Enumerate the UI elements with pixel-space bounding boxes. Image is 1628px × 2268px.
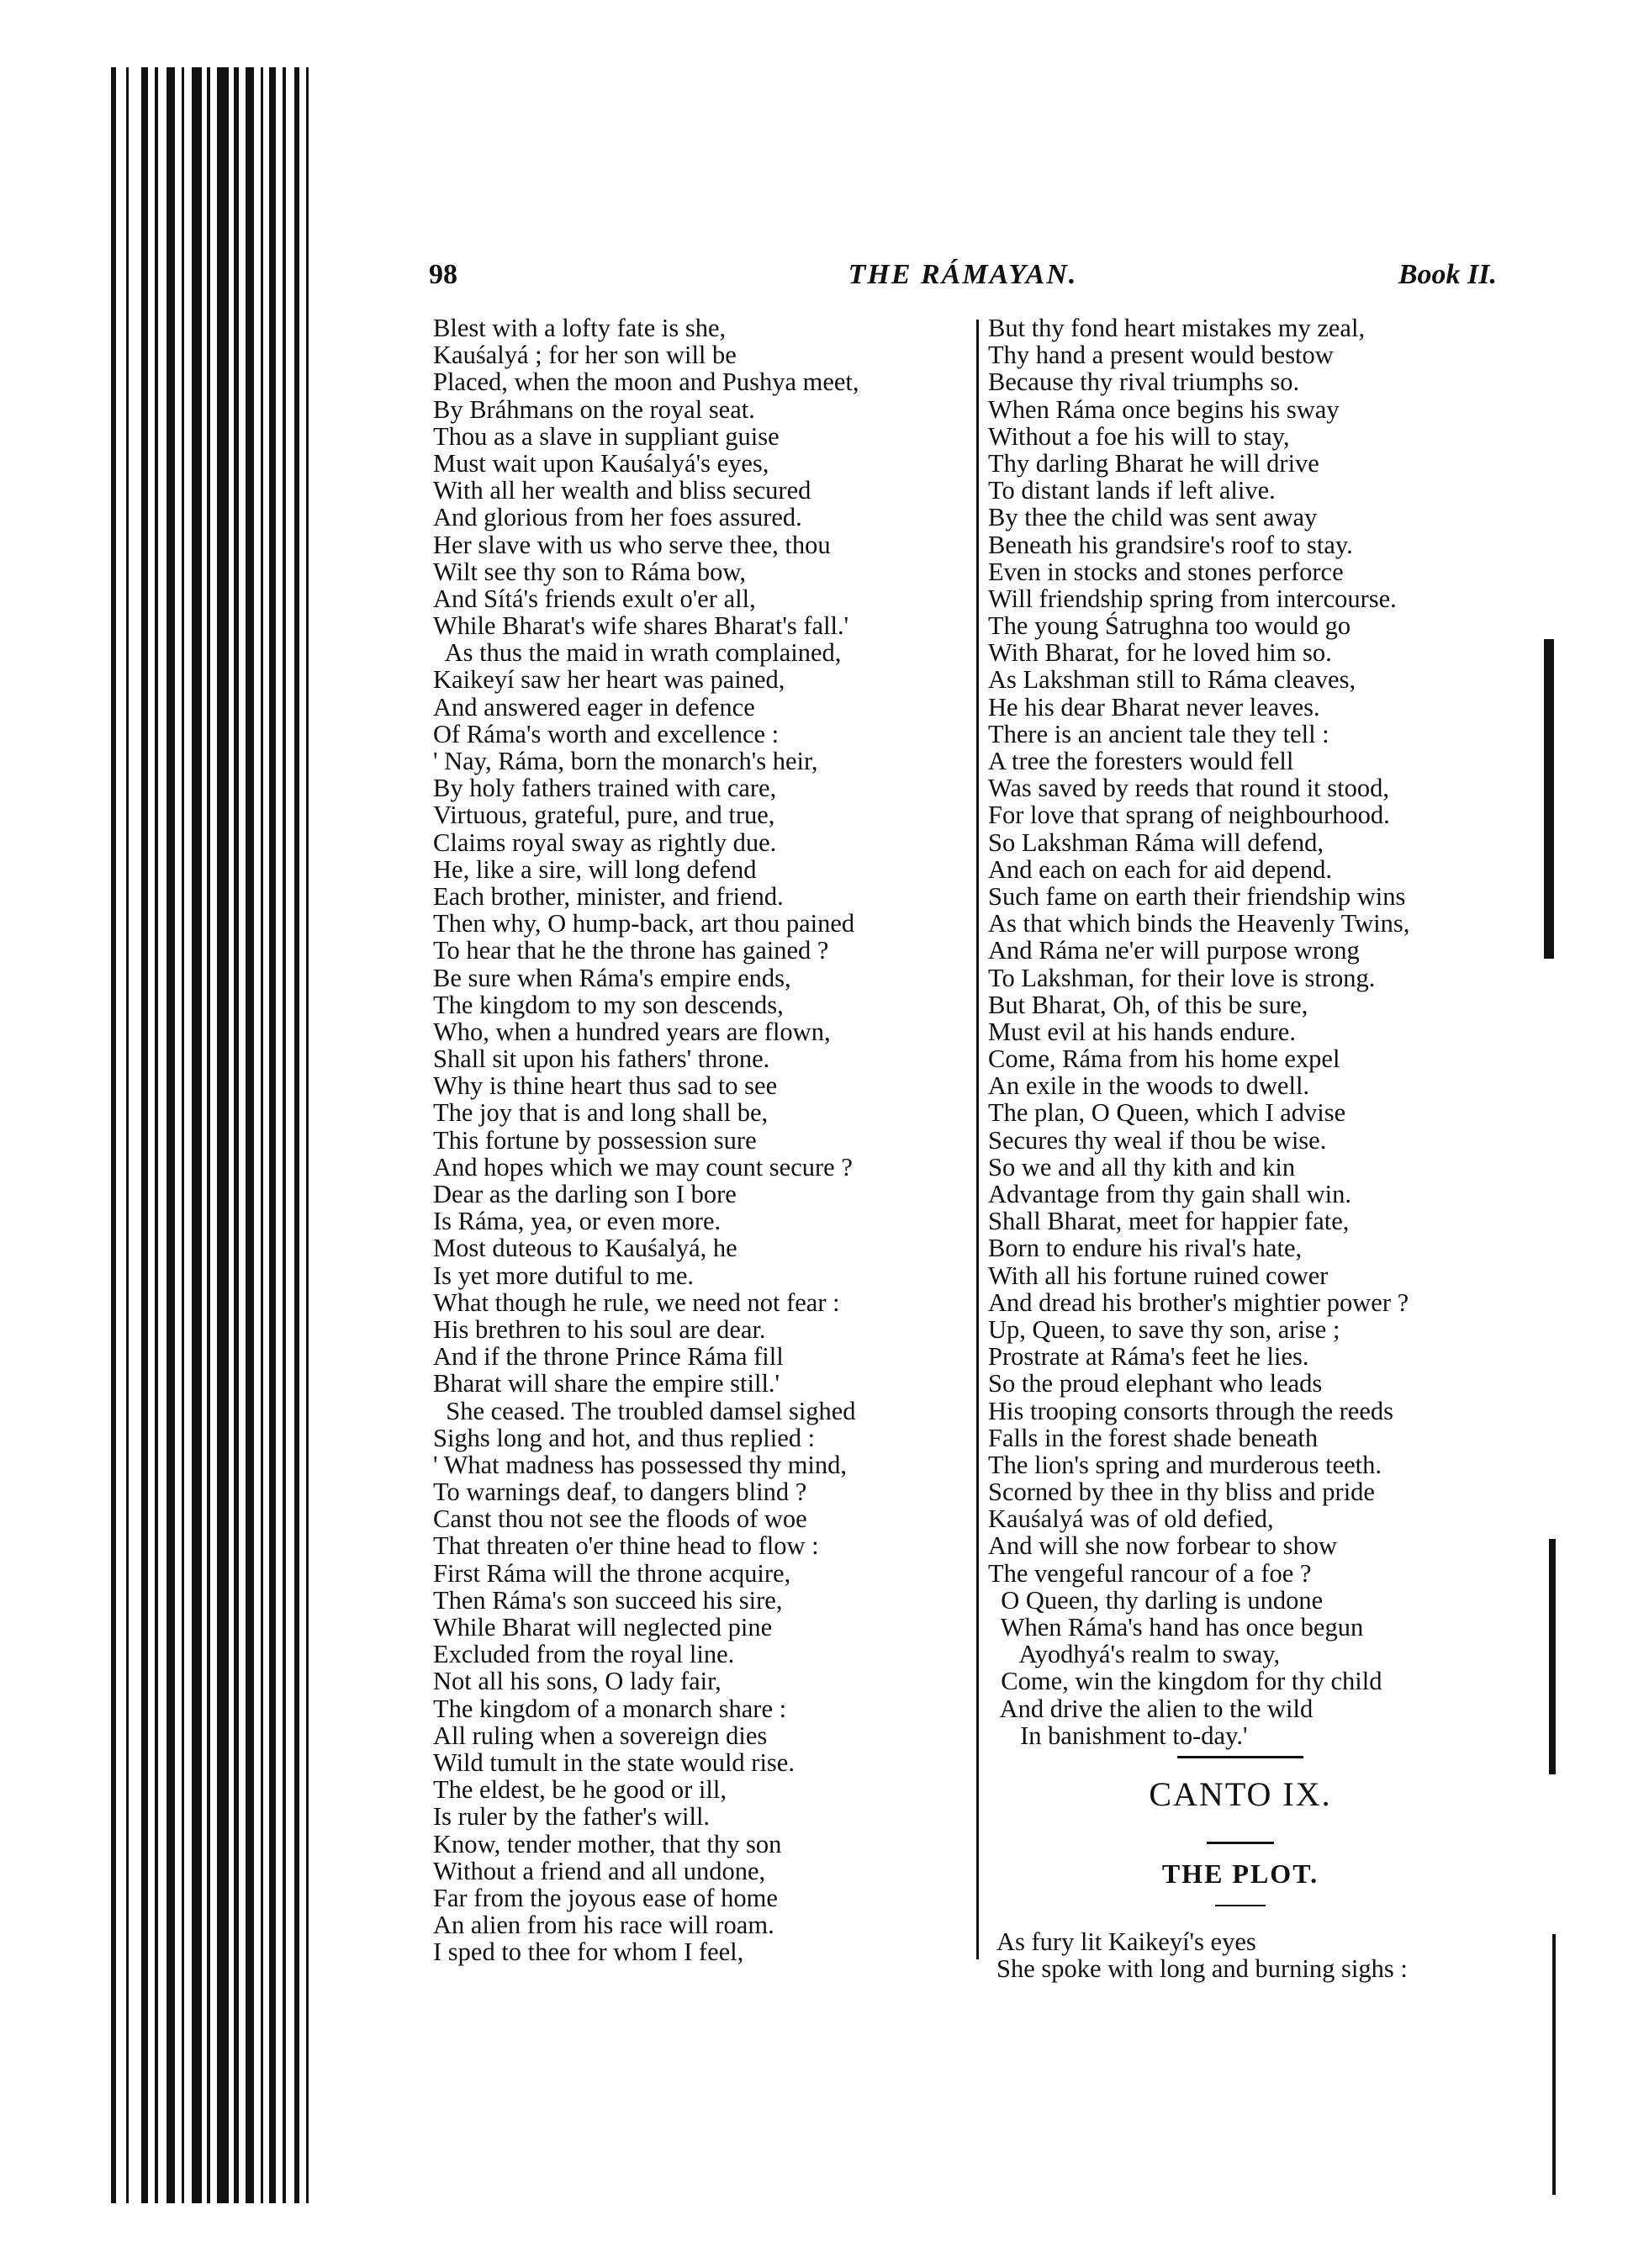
verse-line: There is an ancient tale they tell : [988, 719, 1329, 748]
verse-line: And dread his brother's mightier power ? [988, 1287, 1409, 1317]
verse-line: Then Ráma's son succeed his sire, [433, 1585, 783, 1615]
verse-line: So Lakshman Ráma will defend, [988, 827, 1324, 857]
right-column [988, 315, 1501, 1749]
verse-line: So we and all thy kith and kin [988, 1152, 1296, 1182]
verse-line: Without a foe his will to stay, [988, 421, 1290, 451]
verse-line: What though he rule, we need not fear : [433, 1287, 840, 1317]
verse-line: And Sítá's friends exult o'er all, [433, 584, 756, 613]
verse-line: Who, when a hundred years are flown, [433, 1017, 831, 1046]
verse-line: His trooping consorts through the reeds [988, 1396, 1393, 1425]
verse-line: Know, tender mother, that thy son [433, 1829, 782, 1858]
verse-line: Virtuous, grateful, pure, and true, [433, 801, 775, 830]
verse-line: As that which binds the Heavenly Twins, [988, 909, 1410, 938]
verse-line: Each brother, minister, and friend. [433, 881, 784, 911]
verse-line: The lion's spring and murderous teeth. [988, 1450, 1382, 1479]
canto-rule [1207, 1842, 1274, 1844]
verse-line: First Ráma will the throne acquire, [433, 1558, 791, 1588]
verse-line: Is Ráma, yea, or even more. [433, 1207, 722, 1236]
verse-line: Excluded from the royal line. [433, 1640, 735, 1669]
verse-line: While Bharat's wife shares Bharat's fall.' [433, 611, 849, 641]
column-divider [976, 320, 979, 1959]
verse-line: An alien from his race will roam. [433, 1911, 774, 1940]
verse-line: Beneath his grandsire's roof to stay. [988, 530, 1353, 559]
verse-line: To distant lands if left alive. [988, 476, 1276, 505]
verse-line: The vengeful rancour of a foe ? [988, 1558, 1312, 1588]
verse-line: Shall sit upon his fathers' throne. [433, 1044, 770, 1074]
verse-line: Prostrate at Ráma's feet he lies. [988, 1342, 1309, 1372]
verse-line: A tree the foresters would fell [988, 747, 1294, 775]
verse-line: All ruling when a sovereign dies [433, 1721, 768, 1750]
verse-line: Up, Queen, to save thy son, arise ; [988, 1314, 1340, 1344]
verse-line: For love that sprang of neighbourhood. [988, 801, 1390, 830]
verse-line: Scorned by thee in thy bliss and pride [988, 1478, 1375, 1507]
verse-line: Far from the joyous ease of home [433, 1883, 778, 1912]
verse-line: By thee the child was sent away [988, 503, 1318, 532]
verse-line: Dear as the darling son I bore [433, 1180, 737, 1208]
verse-line: So the proud elephant who leads [988, 1369, 1323, 1398]
verse-line: As Lakshman still to Ráma cleaves, [988, 665, 1356, 695]
right-margin-mark-mid [1549, 1539, 1556, 1774]
verse-line: She ceased. The troubled damsel sighed [433, 1396, 856, 1425]
verse-line: To hear that he the throne has gained ? [433, 936, 829, 965]
verse-line: While Bharat will neglected pine [433, 1613, 773, 1642]
verse-line: When Ráma once begins his sway [988, 394, 1340, 424]
verse-line: O Queen, thy darling is undone [988, 1585, 1324, 1615]
verse-line: And will she now forbear to show [988, 1531, 1338, 1561]
canto-opening-lines [996, 1928, 1408, 1982]
verse-line: The plan, O Queen, which I advise [988, 1098, 1346, 1128]
verse-line: And answered eager in defence [433, 692, 755, 722]
verse-line: The young Śatrughna too would go [988, 611, 1351, 641]
verse-line: He his dear Bharat never leaves. [988, 692, 1320, 722]
verse-line: As fury lit Kaikeyí's eyes [996, 1927, 1256, 1956]
verse-line: Is ruler by the father's will. [433, 1802, 711, 1832]
verse-line: Wilt see thy son to Ráma bow, [433, 557, 747, 586]
page-number: 98 [429, 259, 457, 290]
verse-line: And drive the alien to the wild [988, 1694, 1314, 1723]
subtitle-rule [1215, 1905, 1266, 1906]
verse-line: By holy fathers trained with care, [433, 774, 777, 803]
canto-subtitle: THE PLOT. [1161, 1858, 1319, 1889]
ornament-rule [1177, 1756, 1303, 1758]
verse-line: Such fame on earth their friendship wins [988, 881, 1406, 911]
verse-line: Without a friend and all undone, [433, 1856, 766, 1885]
verse-line: Falls in the forest shade beneath [988, 1423, 1319, 1452]
verse-line: Must evil at his hands endure. [988, 1017, 1296, 1046]
verse-line: Is yet more dutiful to me. [433, 1261, 695, 1290]
verse-line: To Lakshman, for their love is strong. [988, 963, 1376, 992]
verse-line: Was saved by reeds that round it stood, [988, 774, 1389, 803]
verse-line: Even in stocks and stones perforce [988, 557, 1344, 586]
verse-line: But Bharat, Oh, of this be sure, [988, 990, 1308, 1019]
verse-line: And if the throne Prince Ráma fill [433, 1342, 784, 1372]
verse-line: With all her wealth and bliss secured [433, 476, 811, 505]
verse-line: Come, win the kingdom for thy child [988, 1667, 1382, 1696]
verse-line: He, like a sire, will long defend [433, 854, 757, 884]
verse-line: Advantage from thy gain shall win. [988, 1180, 1351, 1208]
verse-line: By Bráhmans on the royal seat. [433, 394, 755, 424]
verse-line: Then why, O hump-back, art thou pained [433, 909, 855, 938]
verse-line: Thy darling Bharat he will drive [988, 448, 1319, 478]
book-label: Book II. [1398, 259, 1497, 290]
verse-line: Must wait upon Kauśalyá's eyes, [433, 448, 769, 478]
verse-line: The kingdom to my son descends, [433, 990, 784, 1019]
running-title: THE RÁMAYAN. [848, 259, 1078, 290]
verse-line: And Ráma ne'er will purpose wrong [988, 936, 1360, 965]
verse-line: Canst thou not see the floods of woe [433, 1504, 807, 1534]
binding-edge [101, 67, 320, 2203]
verse-line: His brethren to his soul are dear. [433, 1314, 766, 1344]
verse-line: And glorious from her foes assured. [433, 503, 802, 532]
verse-line: To warnings deaf, to dangers blind ? [433, 1478, 807, 1507]
verse-line: Why is thine heart thus sad to see [433, 1071, 778, 1101]
verse-line: Ayodhyá's realm to sway, [988, 1640, 1281, 1669]
verse-line: Be sure when Ráma's empire ends, [433, 963, 791, 992]
right-margin-mark-top [1544, 639, 1554, 959]
verse-line: Kauśalyá ; for her son will be [433, 341, 737, 370]
verse-line: An exile in the woods to dwell. [988, 1071, 1310, 1101]
verse-line: Thou as a slave in suppliant guise [433, 421, 780, 451]
verse-line: The joy that is and long shall be, [433, 1098, 769, 1128]
verse-line: Of Ráma's worth and excellence : [433, 719, 780, 748]
left-column [433, 315, 971, 1965]
verse-line: ' Nay, Ráma, born the monarch's heir, [433, 747, 818, 775]
verse-line: Sighs long and hot, and thus replied : [433, 1423, 816, 1452]
verse-line: Claims royal sway as rightly due. [433, 827, 777, 857]
verse-line: In banishment to-day.' [988, 1721, 1248, 1750]
verse-line: ' What madness has possessed thy mind, [433, 1450, 848, 1479]
verse-line: With all his fortune ruined cower [988, 1261, 1329, 1290]
verse-line: But thy fond heart mistakes my zeal, [988, 314, 1366, 342]
verse-line: This fortune by possession sure [433, 1125, 757, 1155]
verse-line: Her slave with us who serve thee, thou [433, 530, 831, 559]
verse-line: I sped to thee for whom I feel, [433, 1938, 744, 1967]
verse-line: Bharat will share the empire still.' [433, 1369, 780, 1398]
verse-line: Kauśalyá was of old defied, [988, 1504, 1274, 1534]
verse-line: Because thy rival triumphs so. [988, 367, 1300, 397]
verse-line: Thy hand a present would bestow [988, 341, 1334, 370]
verse-line: Wild tumult in the state would rise. [433, 1747, 795, 1777]
verse-line: Blest with a lofty fate is she, [433, 314, 727, 342]
verse-line: Come, Ráma from his home expel [988, 1044, 1340, 1074]
verse-line: The kingdom of a monarch share : [433, 1694, 787, 1723]
verse-line: As thus the maid in wrath complained, [433, 638, 842, 668]
verse-line: Placed, when the moon and Pushya meet, [433, 367, 859, 397]
verse-line: And each on each for aid depend. [988, 854, 1333, 884]
verse-line: Shall Bharat, meet for happier fate, [988, 1207, 1350, 1236]
verse-line: Born to endure his rival's hate, [988, 1234, 1303, 1263]
verse-line: With Bharat, for he loved him so. [988, 638, 1332, 668]
canto-title: CANTO IX. [1149, 1775, 1332, 1813]
verse-line: That threaten o'er thine head to flow : [433, 1531, 819, 1561]
right-margin-mark-bottom [1552, 1934, 1556, 2195]
verse-line: Most duteous to Kauśalyá, he [433, 1234, 737, 1263]
verse-line: Not all his sons, O lady fair, [433, 1667, 722, 1696]
verse-line: The eldest, be he good or ill, [433, 1775, 727, 1805]
verse-line: She spoke with long and burning sighs : [996, 1954, 1408, 1984]
running-header [429, 259, 1497, 309]
verse-line: Will friendship spring from intercourse. [988, 584, 1397, 613]
verse-line: When Ráma's hand has once begun [988, 1613, 1364, 1642]
verse-line: Kaikeyí saw her heart was pained, [433, 665, 785, 695]
verse-line: Secures thy weal if thou be wise. [988, 1125, 1327, 1155]
verse-line: And hopes which we may count secure ? [433, 1152, 853, 1182]
